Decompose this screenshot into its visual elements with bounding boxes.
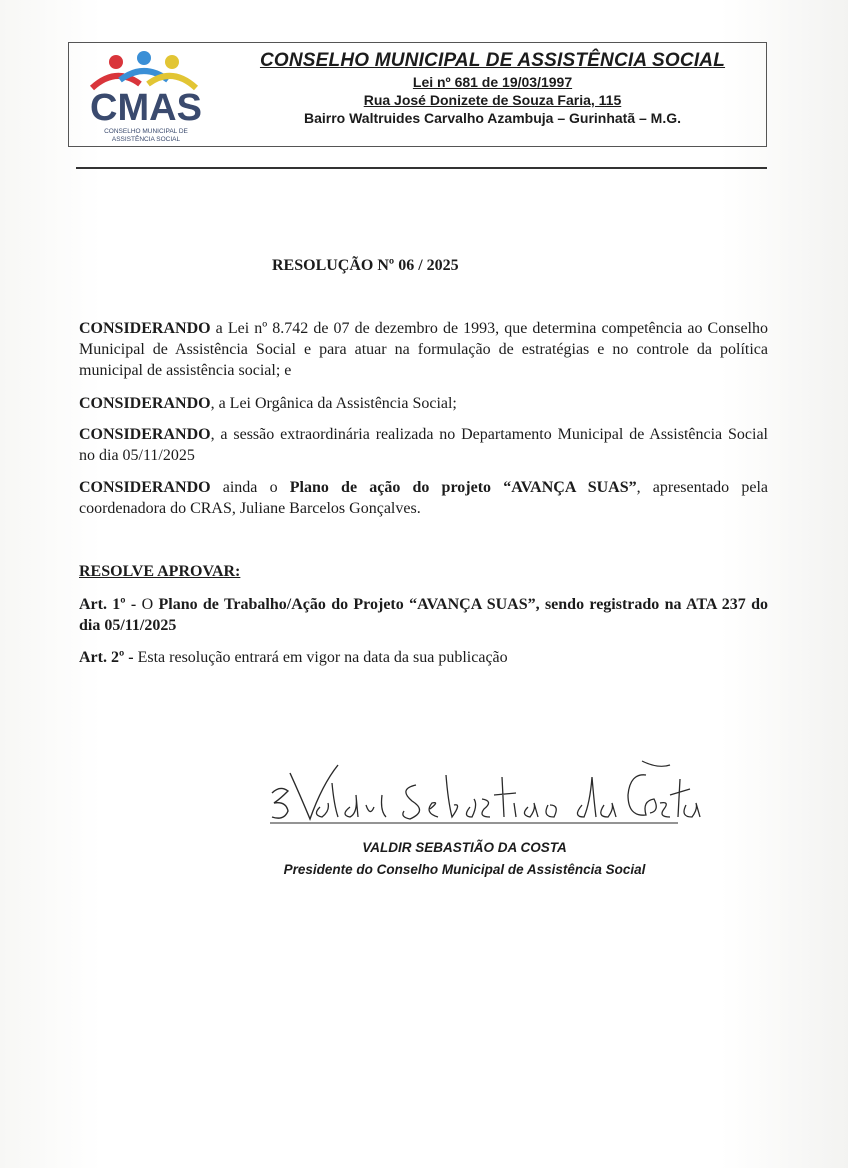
street-address: Rua José Donizete de Souza Faria, 115	[363, 92, 622, 108]
council-title: CONSELHO MUNICIPAL DE ASSISTÊNCIA SOCIAL	[259, 50, 726, 71]
article-1: Art. 1º - O Plano de Trabalho/Ação do Projeto “AVANÇA SUAS”, sendo registrado na ATA 237 do dia 05/11/2025	[79, 596, 769, 634]
svg-text:ASSISTÊNCIA SOCIAL: ASSISTÊNCIA SOCIAL	[111, 136, 181, 143]
header-divider	[76, 167, 767, 169]
considering-paragraph-1: CONSIDERANDO a Lei nº 8.742 de 07 de dezembro de 1993, que determina competência ao Conselho Municipal de Assistência Social e para atuar na formulação de estratégias e no controle da política municipal de assistência social; e	[79, 320, 768, 379]
law-reference: Lei nº 681 de 19/03/1997	[412, 74, 573, 90]
considering-paragraph-4: CONSIDERANDO ainda o Plano de ação do projeto “AVANÇA SUAS”, apresentado pela coordenadora do CRAS, Juliane Barcelos Gonçalves.	[79, 479, 768, 517]
cmas-logo	[82, 48, 214, 146]
considering-paragraph-3: CONSIDERANDO, a sessão extraordinária realizada no Departamento Municipal de Assistência Social no dia 05/11/2025	[79, 426, 768, 464]
article-2: Art. 2º - Esta resolução entrará em vigor na data da sua publicação	[79, 649, 508, 666]
svg-text:CONSELHO MUNICIPAL DE: CONSELHO MUNICIPAL DE	[104, 128, 188, 135]
signatory-name: VALDIR SEBASTIÃO DA COSTA	[362, 840, 567, 855]
svg-text:CMAS: CMAS	[90, 87, 202, 129]
resolution-title: RESOLUÇÃO Nº 06 / 2025	[272, 257, 459, 274]
district-address: Bairro Waltruides Carvalho Azambuja – Gurinhatã – M.G.	[303, 110, 682, 126]
header-text	[220, 50, 765, 126]
resolve-approve-heading: RESOLVE APROVAR:	[79, 563, 241, 580]
handwritten-signature	[266, 755, 706, 835]
considering-paragraph-2: CONSIDERANDO, a Lei Orgânica da Assistência Social;	[79, 395, 457, 412]
signatory-role: Presidente do Conselho Municipal de Assistência Social	[283, 862, 646, 877]
